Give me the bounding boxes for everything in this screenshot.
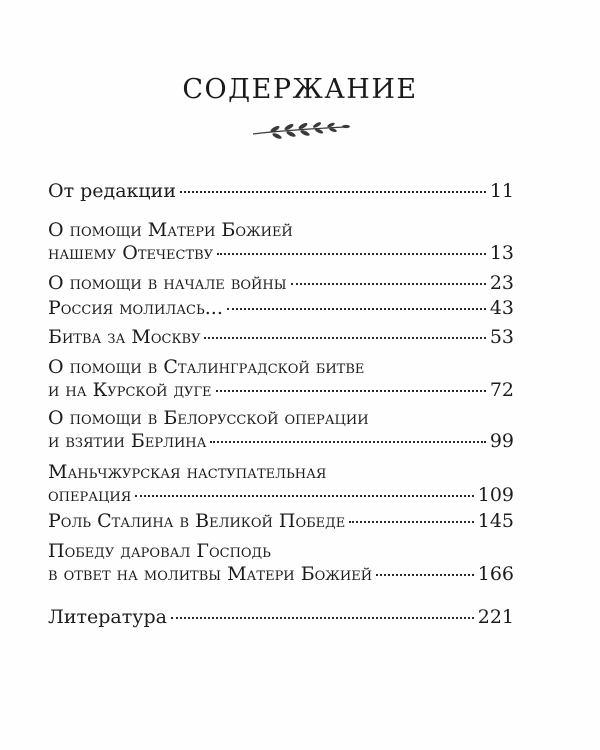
- toc-page-number: 11: [489, 180, 514, 202]
- toc-entry[interactable]: [48, 180, 514, 203]
- toc-entry[interactable]: [48, 219, 514, 265]
- dot-leader: [349, 521, 474, 523]
- page-title: СОДЕРЖАНИЕ: [182, 74, 418, 105]
- toc-entry-title: От редакции: [48, 180, 176, 202]
- dot-leader: [210, 441, 485, 443]
- toc-entry[interactable]: [48, 510, 514, 533]
- toc-page-number: 72: [489, 379, 514, 401]
- toc-entry-title: Россия молилась...: [48, 297, 223, 319]
- toc-entry-title: Победу даровал Господь: [48, 540, 271, 562]
- toc-page-number: 221: [477, 606, 514, 628]
- dot-leader: [376, 574, 474, 576]
- dot-leader: [217, 253, 486, 255]
- toc-entry-title: О помощи в Сталинградской битве: [48, 356, 365, 378]
- toc-entry-title-continued: операция: [48, 484, 132, 506]
- dot-leader: [291, 283, 486, 285]
- toc-entry[interactable]: [48, 540, 514, 586]
- dot-leader: [135, 495, 473, 497]
- toc-entry[interactable]: [48, 461, 514, 507]
- toc-page-number: 145: [477, 510, 514, 532]
- toc-entry[interactable]: [48, 606, 514, 629]
- toc-page-number: 13: [489, 242, 514, 264]
- toc-page-number: 53: [489, 326, 514, 348]
- toc-entry[interactable]: [48, 326, 514, 349]
- toc-entry-title-continued: и на Курской дуге: [48, 379, 212, 401]
- toc-entry-title-continued: нашему Отечеству: [48, 242, 214, 264]
- toc-entry[interactable]: [48, 356, 514, 402]
- toc-entry-title: Литература: [48, 606, 167, 628]
- toc-page-number: 109: [477, 484, 514, 506]
- toc-entry-title: Битва за Москву: [48, 326, 201, 348]
- toc-entry-title: Маньчжурская наступательная: [48, 461, 327, 483]
- dot-leader: [180, 191, 486, 193]
- toc-page-number: 99: [489, 430, 514, 452]
- toc-entry-title: Роль Сталина в Великой Победе: [48, 510, 346, 532]
- toc-entry-title-continued: и взятии Берлина: [48, 430, 207, 452]
- toc-entry-title: О помощи в Белорусской операции: [48, 407, 369, 429]
- toc-entry-title: О помощи Матери Божией: [48, 219, 293, 241]
- toc-page-number: 166: [477, 563, 514, 585]
- dot-leader: [171, 617, 474, 619]
- toc-entry-title: О помощи в начале войны: [48, 272, 287, 294]
- dot-leader: [204, 337, 485, 339]
- toc-page-number: 23: [489, 272, 514, 294]
- toc-entry[interactable]: [48, 272, 514, 295]
- toc-entry[interactable]: [48, 407, 514, 453]
- dot-leader: [216, 390, 486, 392]
- toc-page-number: 43: [489, 297, 514, 319]
- dot-leader: [227, 308, 486, 310]
- toc-entry-title-continued: в ответ на молитвы Матери Божией: [48, 563, 373, 585]
- toc-entry[interactable]: [48, 297, 514, 320]
